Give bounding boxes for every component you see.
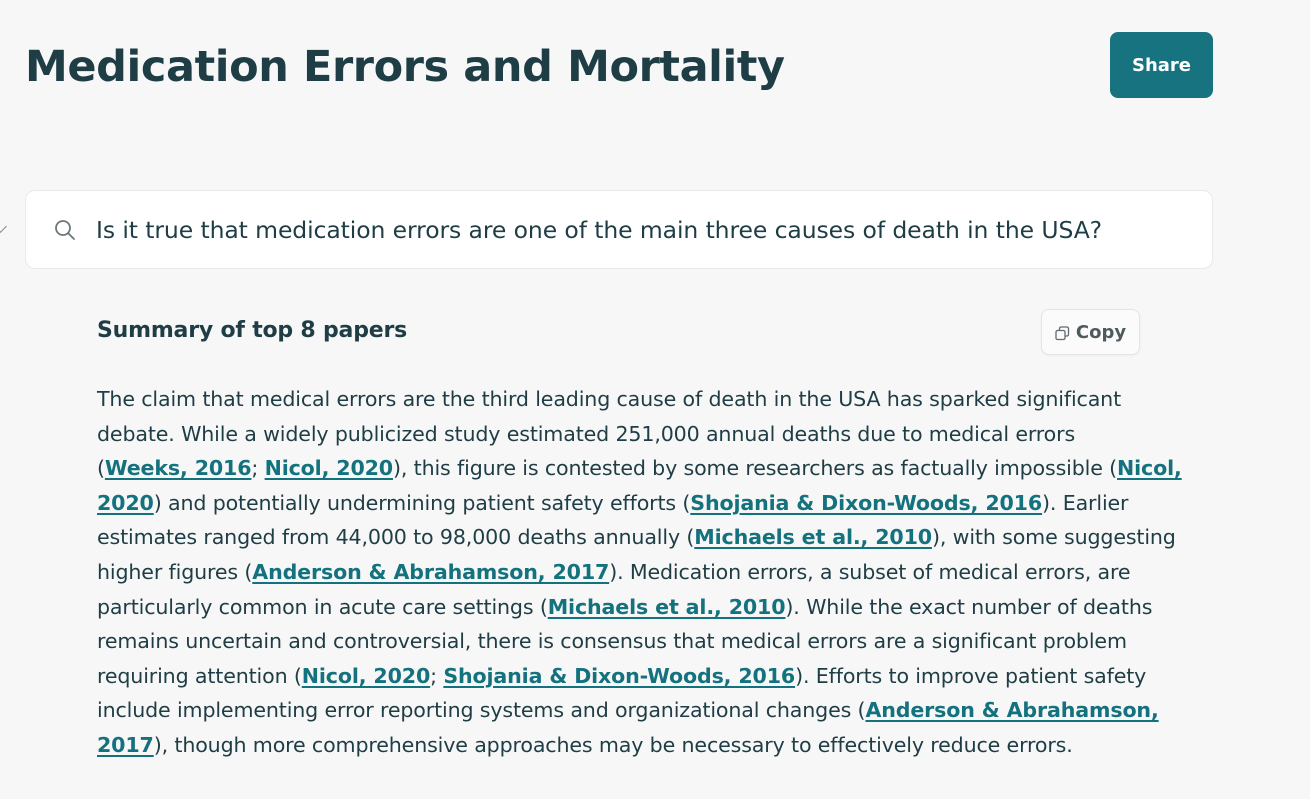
summary-line [97, 693, 1159, 728]
summary-text-run: ; [251, 456, 265, 481]
summary-text-run: ). Efforts to improve patient safety [795, 663, 1147, 688]
summary-line [97, 520, 1176, 555]
summary-text [97, 382, 1182, 763]
copy-label: Copy [1075, 321, 1127, 343]
summary-line [97, 451, 1182, 486]
citation-link[interactable]: 2020 [97, 490, 154, 515]
summary-line [97, 659, 1147, 694]
citation-link[interactable]: Anderson & Abrahamson, 2017 [252, 559, 610, 584]
citation-link[interactable]: Nicol, 2020 [264, 456, 393, 481]
page-title: Medication Errors and Mortality [25, 42, 785, 92]
citation-link[interactable]: Nicol, [1117, 456, 1182, 481]
summary-line [97, 728, 1147, 763]
summary-text-run: ) and potentially undermining patient safety efforts ( [153, 490, 691, 515]
summary-text-run: higher figures ( [97, 559, 253, 584]
chevron-down-icon[interactable] [0, 220, 7, 233]
citation-link[interactable]: Michaels et al., 2010 [547, 594, 786, 619]
citation-link[interactable]: Shojania & Dixon-Woods, 2016 [690, 490, 1043, 515]
citation-link[interactable]: Nicol, 2020 [301, 663, 431, 688]
summary-text-run: requiring attention ( [97, 663, 302, 688]
summary-text-run: The claim that medical errors are the third leading cause of death in the USA has sparked significant [97, 387, 1122, 411]
summary-text-run: ). Medication errors, a subset of medical errors, are [609, 559, 1131, 584]
search-query[interactable]: Is it true that medication errors are one of the main three causes of death in the USA? [96, 216, 1103, 244]
copy-icon [1055, 325, 1070, 340]
summary-line [97, 555, 1147, 590]
summary-line [97, 382, 1147, 417]
summary-line [97, 417, 1147, 452]
citation-link[interactable]: Michaels et al., 2010 [694, 525, 932, 550]
summary-text-run: ( [97, 456, 105, 481]
summary-text-run: include implementing error reporting systems and organizational changes ( [97, 698, 866, 723]
citation-link[interactable]: Shojania & Dixon-Woods, 2016 [443, 663, 796, 688]
copy-button[interactable] [1041, 309, 1140, 355]
summary-text-run: ), this figure is contested by some researchers as factually impossible ( [392, 456, 1118, 481]
search-icon [54, 219, 76, 241]
share-button[interactable]: Share [1110, 32, 1213, 98]
summary-line [97, 590, 1153, 625]
search-bar[interactable] [25, 190, 1213, 269]
summary-text-run: ), though more comprehensive approaches may be necessary to effectively reduce errors. [153, 732, 1073, 757]
summary-line [97, 624, 1147, 659]
summary-text-run: ). While the exact number of deaths [785, 594, 1153, 619]
summary-text-run: particularly common in acute care settings ( [97, 594, 548, 619]
summary-text-run: debate. While a widely publicized study estimated 251,000 annual deaths due to medical errors [97, 421, 1076, 446]
summary-text-run: ). Earlier [1042, 490, 1129, 515]
summary-heading: Summary of top 8 papers [97, 318, 408, 343]
citation-link[interactable]: 2017 [97, 732, 154, 757]
summary-text-run: estimates ranged from 44,000 to 98,000 deaths annually ( [97, 525, 695, 550]
summary-text-run: ), with some suggesting [931, 525, 1176, 550]
summary-text-run: remains uncertain and controversial, there is consensus that medical errors are a significant problem [97, 629, 1127, 654]
citation-link[interactable]: Anderson & Abrahamson, [865, 698, 1159, 723]
summary-text-run: ; [430, 663, 444, 688]
summary-line [97, 486, 1147, 521]
citation-link[interactable]: Weeks, 2016 [104, 456, 252, 481]
